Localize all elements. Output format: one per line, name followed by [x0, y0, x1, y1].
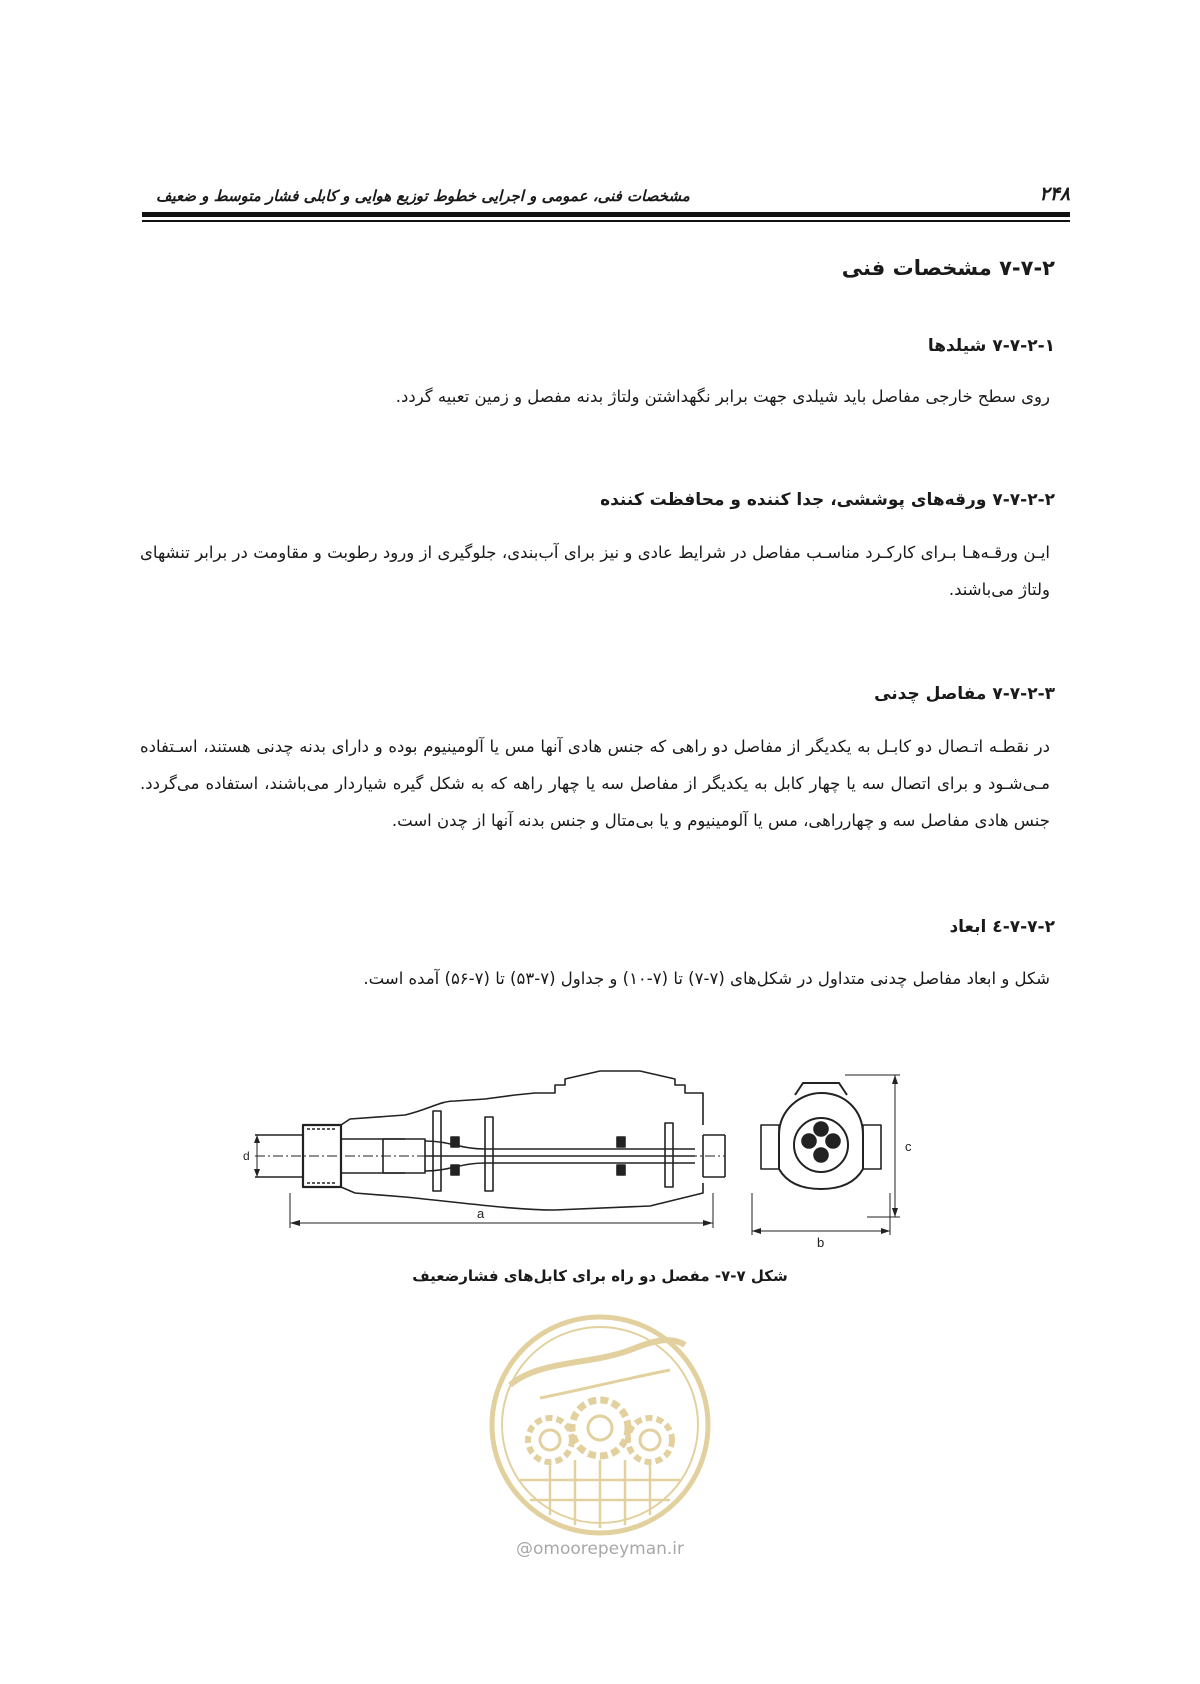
- subsection-heading-sheets: ۷-۷-۲-۲ ورقه‌های پوششی، جدا کننده و محافظت کننده: [600, 490, 1055, 510]
- label-c: c: [905, 1139, 912, 1154]
- header-rule-thick: [142, 212, 1070, 217]
- watermark-url: @omoorepeyman.ir: [515, 1539, 685, 1559]
- figure-caption: شکل ۷-۷- مفصل دو راه برای کابل‌های فشارضعیف: [412, 1267, 788, 1285]
- paragraph-sheets: ایـن ورقـه‌هـا بـرای کارکـرد مناسـب مفاصل در شرایط عادی و نیز برای آب‌بندی، جلوگیری از ورود رطوبت و مقاومت در برابر تنشهای ولتاژ می‌باشند.: [140, 543, 1050, 599]
- paragraph-cast-iron: در نقطـه اتـصال دو کابـل به یکدیگر از مفاصل دو راهی که جنس هادی آنها مس یا آلومینیوم بوده و دارای بدنه چدنی هستند، اسـتفاده مـی‌شـود و برای اتصال سه یا چهار کابل به یکدیگر از مفاصل سه یا چهار راهه که به شکل گیره شیاردار می‌باشند، استفاده می‌گردد. جنس هادی مفاصل سه و چهارراهی، مس یا آلومینیوم و یا بی‌متال و جنس بدنه آنها از چدن است.: [140, 737, 1050, 830]
- paragraph-dimensions: شکل و ابعاد مفاصل چدنی متداول در شکل‌های (۷-۷) تا (۷-۱۰) و جداول (۷-۵۳) تا (۷-۵۶) آمده است.: [363, 969, 1050, 988]
- joint-diagram: [243, 1065, 960, 1250]
- header-rule-thin: [142, 220, 1070, 222]
- section-heading: ۷-۷-۲ مشخصات فنی: [841, 256, 1055, 280]
- page-number: ۲۴۸: [1039, 183, 1070, 205]
- label-d: d: [243, 1149, 250, 1163]
- paragraph-shields: روی سطح خارجی مفاصل باید شیلدی جهت برابر نگهداشتن ولتاژ بدنه مفصل و زمین تعبیه گردد.: [395, 387, 1050, 406]
- subsection-heading-dimensions: ۷-۷-۲-٤ ابعاد: [949, 917, 1055, 937]
- watermark-logo: [480, 1310, 720, 1540]
- header-title: مشخصات فنی، عمومی و اجرایی خطوط توزیع هوایی و کابلی فشار متوسط و ضعیف: [156, 187, 690, 205]
- subsection-heading-cast-iron: ۷-۷-۲-۳ مفاصل چدنی: [874, 684, 1055, 704]
- running-header: [142, 183, 1070, 223]
- label-a: a: [477, 1206, 485, 1221]
- subsection-heading-shields: ۷-۷-۲-۱ شیلدها: [927, 336, 1055, 356]
- label-b: b: [817, 1235, 825, 1250]
